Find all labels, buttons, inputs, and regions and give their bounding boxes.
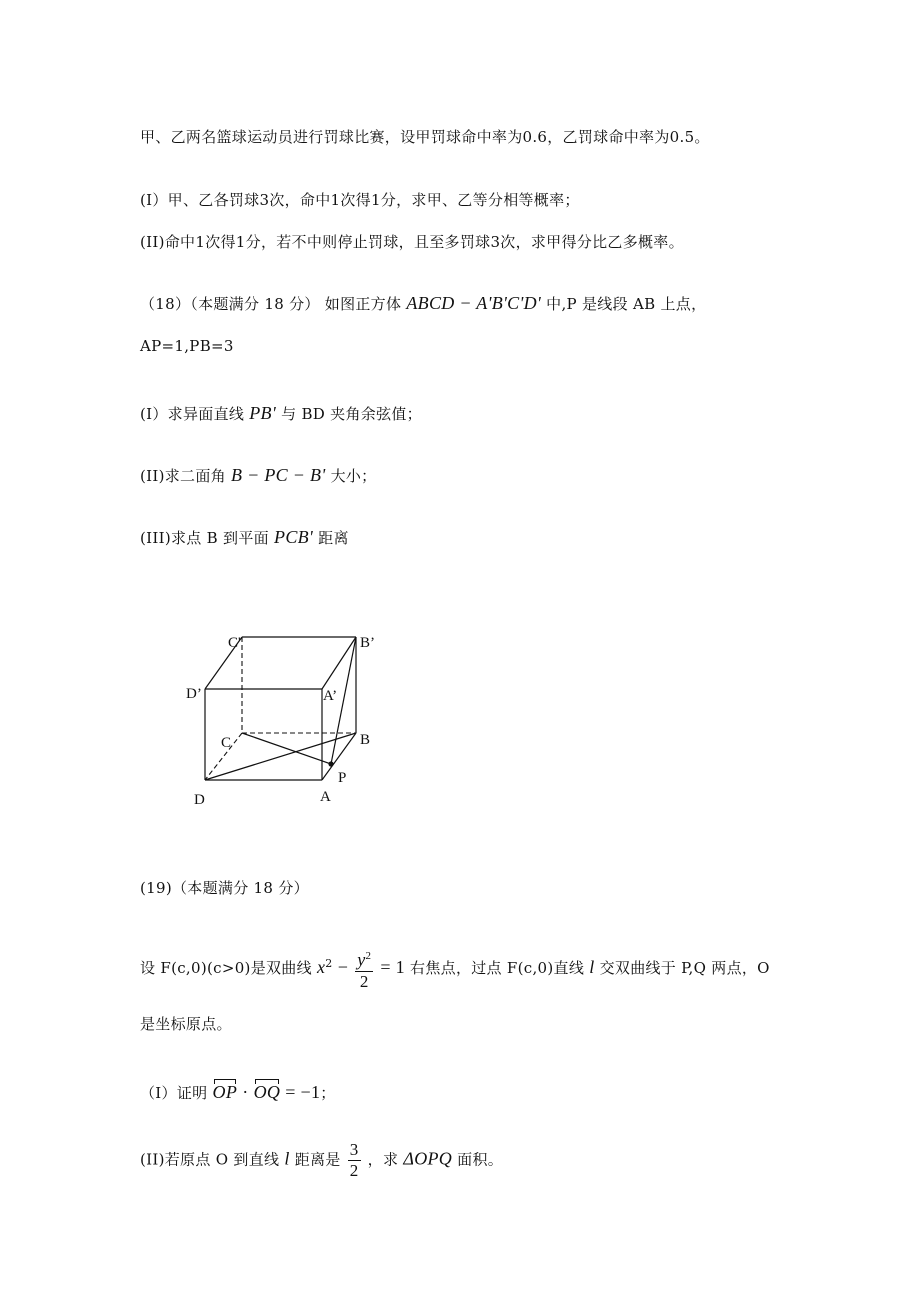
- distance-num: 3: [349, 1140, 359, 1159]
- problem18-part2-suffix: 大小；: [330, 467, 377, 485]
- problem19-part2-prefix: (II)若原点 O 到直线: [140, 1150, 280, 1169]
- label-B: B: [360, 732, 371, 748]
- problem18-part2-prefix: (II)求二面角: [140, 467, 226, 485]
- label-Aprime: A’: [323, 688, 338, 704]
- problem19-part1-prefix: （I）证明: [140, 1084, 208, 1102]
- fraction-y: y: [357, 949, 366, 970]
- problem19-part2-mid: 距离是: [294, 1150, 341, 1169]
- hyperbola-x-exp: 2: [325, 956, 333, 970]
- problem18-given: AP=1,PB=3: [140, 337, 234, 355]
- fraction-y-exp: 2: [365, 950, 372, 962]
- hyperbola-eq-one: = 1: [380, 956, 405, 977]
- fraction-den: 2: [359, 971, 369, 991]
- problem18-part2: [140, 465, 376, 486]
- label-A: A: [320, 789, 331, 805]
- problem19-part2-mid2: ，求: [367, 1150, 399, 1169]
- label-D: D: [194, 792, 205, 808]
- problem19-part2-end: 面积。: [457, 1150, 504, 1169]
- point-P: [328, 761, 333, 766]
- vector-oq: OQ: [253, 1082, 281, 1102]
- problem18-part1-prefix: (I）求异面直线: [140, 405, 245, 423]
- problem17-part2: (II)命中1次得1分，若不中则停止罚球，且至多罚球3次，求甲得分比乙多概率。: [140, 233, 684, 251]
- problem18-part2-math: B − PC − B': [231, 465, 326, 485]
- hyperbola-x: x: [317, 956, 326, 977]
- problem18-intro-suffix: 中,P 是线段 AB 上点，: [546, 295, 707, 313]
- problem19-part1-end: ；: [320, 1084, 336, 1102]
- label-C: C: [221, 735, 232, 751]
- problem19-header: (19)（本题满分 18 分）: [140, 879, 309, 897]
- hyperbola-fraction: [355, 946, 373, 992]
- label-Bprime: B’: [360, 635, 375, 651]
- triangle-opq: ΔOPQ: [403, 1148, 453, 1169]
- problem18-part3-math: PCB': [274, 527, 314, 547]
- distance-den: 2: [349, 1161, 359, 1180]
- label-Dprime: D’: [186, 686, 202, 702]
- problem18-cube-name: ABCD − A'B'C'D': [406, 293, 542, 313]
- label-P: P: [338, 770, 347, 786]
- problem19-part1: [140, 1082, 336, 1103]
- problem19-part2: [140, 1140, 503, 1181]
- part2-line-l: l: [284, 1148, 290, 1169]
- problem18-part3-suffix: 距离: [318, 529, 349, 547]
- problem18-part1: [140, 403, 422, 424]
- problem19-line1: [140, 946, 770, 992]
- problem19-line1-prefix: 设 F(c,0)(c>0)是双曲线: [140, 958, 312, 977]
- distance-fraction: [348, 1140, 361, 1181]
- problem18-part1-suffix: 与 BD 夹角余弦值；: [281, 405, 422, 423]
- problem18-part3: [140, 527, 349, 548]
- line-l: l: [589, 956, 595, 977]
- problem18-part1-math: PB': [249, 403, 277, 423]
- problem17-intro: 甲、乙两名篮球运动员进行罚球比赛，设甲罚球命中率为0.6，乙罚球命中率为0.5。: [140, 128, 710, 146]
- problem19-line1-mid: 右焦点，过点 F(c,0)直线: [410, 958, 585, 977]
- cube-figure: [180, 625, 400, 815]
- problem18-intro-prefix: （18）（本题满分 18 分） 如图正方体: [140, 295, 402, 313]
- vector-op: OP: [212, 1082, 238, 1102]
- label-Cprime: C': [228, 635, 241, 651]
- hyperbola-minus: −: [337, 956, 349, 977]
- dot-operator: ·: [242, 1082, 249, 1102]
- problem17-part1: (I）甲、乙各罚球3次，命中1次得1分，求甲、乙等分相等概率；: [140, 191, 580, 209]
- problem19-line1-suffix: 交双曲线于 P,Q 两点，O: [599, 958, 770, 977]
- line-C-P: [242, 733, 331, 764]
- problem18-part3-prefix: (III)求点 B 到平面: [140, 529, 269, 547]
- problem18-intro: [140, 293, 706, 314]
- part1-equation: = −1: [285, 1082, 321, 1102]
- problem19-line2: 是坐标原点。: [140, 1015, 232, 1033]
